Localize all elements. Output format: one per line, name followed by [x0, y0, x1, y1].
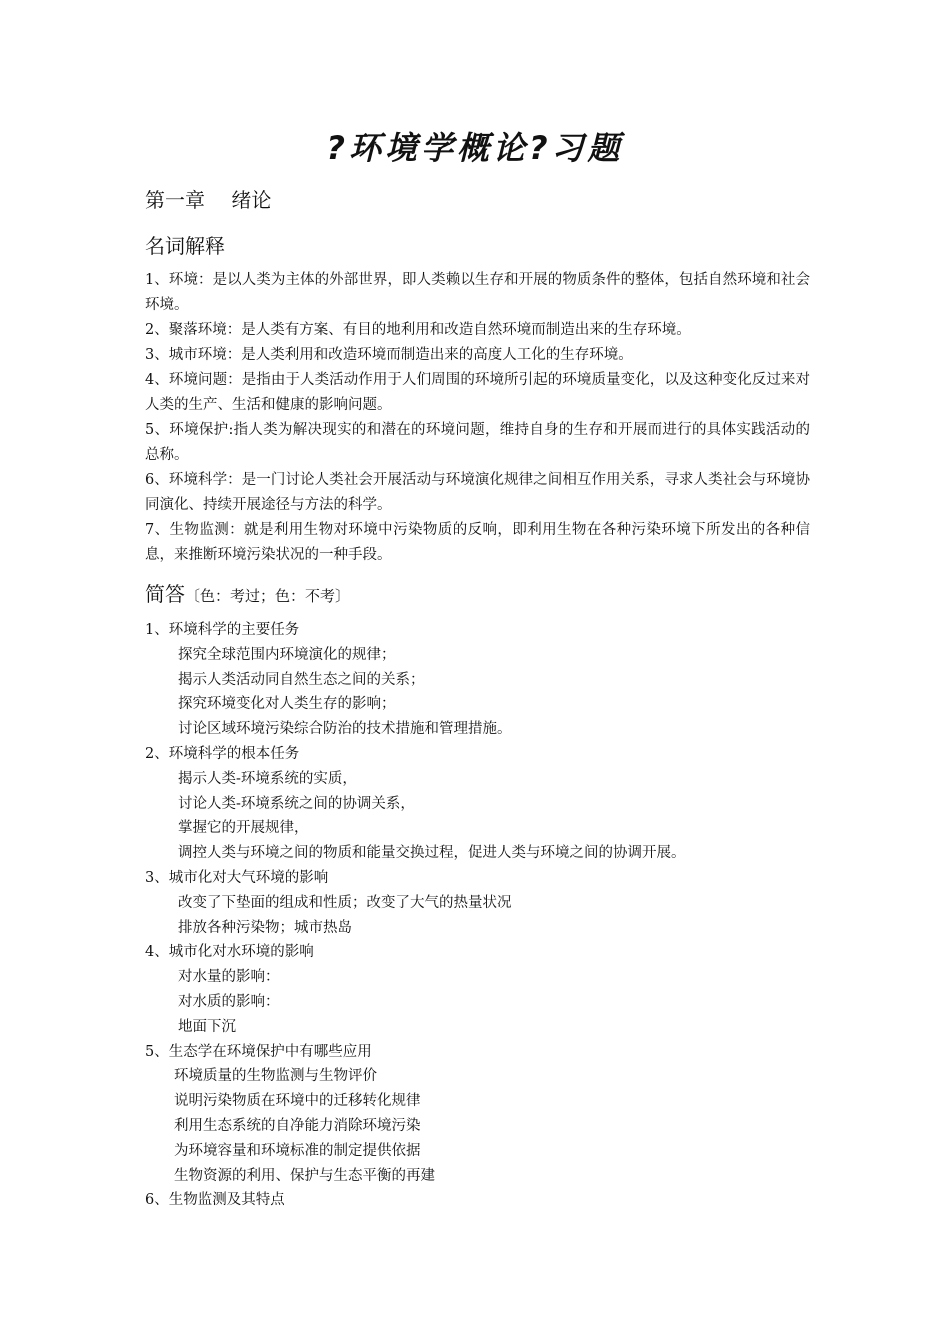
- definition-item: 1、环境：是以人类为主体的外部世界，即人类赖以生存和开展的物质条件的整体，包括自然环境和社会环境。: [145, 272, 810, 313]
- question-block: [145, 1040, 810, 1189]
- question-title: 3、城市化对大气环境的影响: [145, 869, 329, 886]
- answer-line: 对水质的影响：: [178, 993, 280, 1010]
- question-block: [145, 866, 810, 940]
- question-title: 2、环境科学的根本任务: [145, 745, 300, 762]
- answer-line: 揭示人类-环境系统的实质，: [178, 770, 357, 787]
- question-title: 5、生态学在环境保护中有哪些应用: [145, 1043, 372, 1060]
- question-title: 1、环境科学的主要任务: [145, 622, 300, 638]
- answer-line: 排放各种污染物；城市热岛: [178, 919, 352, 936]
- answer-line: 掌握它的开展规律，: [178, 820, 309, 837]
- definitions-heading-text: 名词解释: [145, 234, 225, 258]
- question-block: [145, 742, 810, 866]
- answer-line: 地面下沉: [178, 1018, 236, 1035]
- answer-line: 为环境容量和环境标准的制定提供依据: [174, 1142, 421, 1159]
- definitions-list: [145, 268, 810, 568]
- answer-line: 揭示人类活动同自然生态之间的关系；: [178, 671, 425, 688]
- short-answer-heading: [145, 578, 810, 612]
- definition-item: 6、环境科学：是一门讨论人类社会开展活动与环境演化规律之间相互作用关系，寻求人类社会与环境协同演化、持续开展途径与方法的科学。: [145, 472, 810, 513]
- definition-item: 2、聚落环境：是人类有方案、有目的地利用和改造自然环境而制造出来的生存环境。: [145, 322, 691, 338]
- definition-item: 3、城市环境：是人类利用和改造环境而制造出来的高度人工化的生存环境。: [145, 347, 633, 363]
- definition-item: 4、环境问题：是指由于人类活动作用于人们周围的环境所引起的环境质量变化，以及这种变化反过来对人类的生产、生活和健康的影响问题。: [145, 372, 810, 413]
- document-body: [145, 184, 810, 1213]
- question-block: [145, 618, 810, 742]
- answer-line: 改变了下垫面的组成和性质；改变了大气的热量状况: [178, 894, 512, 911]
- answer-line: 利用生态系统的自净能力消除环境污染: [174, 1117, 421, 1134]
- answer-line: 探究环境变化对人类生存的影响；: [178, 696, 396, 713]
- short-answer-heading-text: 简答: [145, 582, 185, 606]
- answer-line: 探究全球范围内环境演化的规律；: [178, 646, 396, 663]
- answer-line: 讨论区域环境污染综合防治的技术措施和管理措施。: [178, 721, 512, 738]
- answer-line: 生物资源的利用、保护与生态平衡的再建: [174, 1167, 435, 1184]
- short-answer-list: [145, 618, 810, 1213]
- document-title: ?环境学概论?习题: [326, 129, 624, 167]
- definition-item: 5、环境保护:指人类为解决现实的和潜在的环境问题，维持自身的生存和开展而进行的具体实践活动的总称。: [145, 422, 810, 463]
- question-title: 4、城市化对水环境的影响: [145, 944, 314, 961]
- answer-line: 调控人类与环境之间的物质和能量交换过程，促进人类与环境之间的协调开展。: [178, 845, 686, 862]
- question-block: [145, 940, 810, 1039]
- answer-line: 说明污染物质在环境中的迁移转化规律: [174, 1093, 421, 1110]
- answer-line: 讨论人类-环境系统之间的协调关系，: [178, 795, 415, 812]
- answer-line: 对水量的影响：: [178, 969, 280, 986]
- chapter-heading: 第一章 绪论: [145, 188, 272, 212]
- question-title: 6、生物监测及其特点: [145, 1192, 285, 1209]
- short-answer-color-note: 〔色：考过；色：不考〕: [185, 587, 351, 605]
- definition-item: 7、生物监测：就是利用生物对环境中污染物质的反响，即利用生物在各种污染环境下所发出的各种信息，来推断环境污染状况的一种手段。: [145, 522, 810, 563]
- answer-line: 环境质量的生物监测与生物评价: [174, 1068, 377, 1085]
- definitions-heading: [145, 230, 810, 262]
- question-block: [145, 1188, 810, 1213]
